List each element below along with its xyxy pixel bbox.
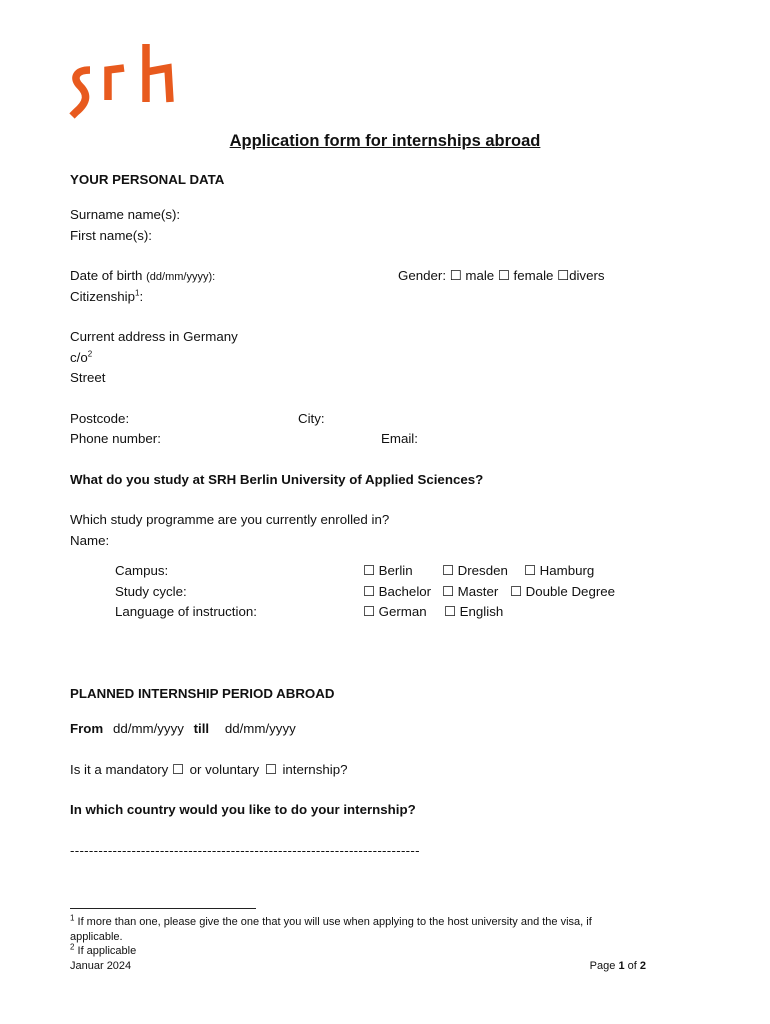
campus-hamburg-checkbox[interactable]: ☐ bbox=[524, 563, 536, 578]
language-english-option bbox=[444, 604, 503, 620]
footnote-1-text: If more than one, please give the one that you will use when applying to the host university and the visa, if bbox=[77, 916, 592, 928]
language-label: Language of instruction: bbox=[115, 604, 257, 619]
footnote-2 bbox=[70, 942, 137, 957]
campus-dresden-label: Dresden bbox=[457, 563, 508, 578]
footnote-divider bbox=[70, 908, 256, 909]
footnote-1-continued: applicable. bbox=[70, 931, 123, 943]
cycle-bachelor-option bbox=[363, 584, 431, 600]
campus-berlin-checkbox[interactable]: ☐ bbox=[363, 563, 375, 578]
citizenship-colon: : bbox=[139, 289, 144, 304]
cycle-master-option bbox=[442, 584, 498, 600]
page-title: Application form for internships abroad bbox=[229, 132, 541, 150]
language-german-label: German bbox=[378, 604, 427, 619]
mandatory-row bbox=[70, 762, 348, 778]
country-question: In which country would you like to do your internship? bbox=[70, 802, 416, 817]
gender-female-label: female bbox=[513, 268, 554, 283]
citizenship-label: Citizenship bbox=[70, 289, 136, 304]
surname-label: Surname name(s): bbox=[70, 207, 181, 222]
page-of: of bbox=[627, 960, 637, 972]
campus-dresden-checkbox[interactable]: ☐ bbox=[442, 563, 454, 578]
footnote-2-text: If applicable bbox=[77, 945, 137, 957]
internship-heading: PLANNED INTERNSHIP PERIOD ABROAD bbox=[70, 686, 335, 701]
till-label: till bbox=[193, 721, 210, 736]
cycle-double-degree-label: Double Degree bbox=[525, 584, 616, 599]
campus-hamburg-label: Hamburg bbox=[539, 563, 595, 578]
page-number bbox=[590, 960, 646, 972]
gender-row bbox=[398, 268, 605, 284]
language-german-checkbox[interactable]: ☐ bbox=[363, 604, 375, 619]
footer-date: Januar 2024 bbox=[70, 960, 132, 972]
citizenship-row bbox=[70, 289, 143, 304]
footnote-1-number: 1 bbox=[70, 913, 75, 923]
campus-berlin-label: Berlin bbox=[378, 563, 413, 578]
campus-label: Campus: bbox=[115, 563, 169, 578]
email-label: Email: bbox=[381, 431, 418, 446]
cycle-bachelor-checkbox[interactable]: ☐ bbox=[363, 584, 375, 599]
postcode-label: Postcode: bbox=[70, 411, 130, 426]
city-label: City: bbox=[298, 411, 325, 426]
phone-label: Phone number: bbox=[70, 431, 161, 446]
study-cycle-label: Study cycle: bbox=[115, 584, 187, 599]
address-label: Current address in Germany bbox=[70, 329, 238, 344]
co-label: c/o bbox=[70, 350, 88, 365]
dob-format: (dd/mm/yyyy): bbox=[146, 271, 216, 283]
till-date-field[interactable]: dd/mm/yyyy bbox=[224, 721, 296, 736]
from-date-field[interactable]: dd/mm/yyyy bbox=[112, 721, 184, 736]
dob-label: Date of birth bbox=[70, 268, 143, 283]
period-row bbox=[70, 721, 296, 736]
cycle-double-degree-checkbox[interactable]: ☐ bbox=[510, 584, 522, 599]
personal-data-heading: YOUR PERSONAL DATA bbox=[70, 172, 225, 187]
footnote-ref-1: 1 bbox=[135, 288, 140, 298]
country-answer-line[interactable]: -------------------------------------------------------------------------- bbox=[70, 843, 420, 858]
footnote-2-number: 2 bbox=[70, 942, 75, 952]
street-label: Street bbox=[70, 370, 106, 385]
gender-female-checkbox[interactable]: ☐ bbox=[497, 268, 510, 283]
srh-logo bbox=[68, 40, 178, 122]
dob-label-row bbox=[70, 268, 215, 283]
study-name-label: Name: bbox=[70, 533, 110, 548]
campus-hamburg-option bbox=[524, 563, 594, 579]
cycle-bachelor-label: Bachelor bbox=[378, 584, 432, 599]
language-english-label: English bbox=[459, 604, 504, 619]
mandatory-question: Is it a mandatory bbox=[70, 762, 169, 777]
campus-dresden-option bbox=[442, 563, 508, 579]
language-english-checkbox[interactable]: ☐ bbox=[444, 604, 456, 619]
campus-berlin-option bbox=[363, 563, 413, 579]
page-prefix: Page bbox=[589, 960, 616, 972]
study-heading: What do you study at SRH Berlin University of Applied Sciences? bbox=[70, 472, 484, 487]
co-row bbox=[70, 350, 92, 365]
gender-label: Gender: bbox=[398, 268, 447, 283]
voluntary-checkbox[interactable]: ☐ bbox=[264, 762, 277, 777]
gender-divers-label: divers bbox=[569, 268, 605, 283]
internship-word: internship? bbox=[282, 762, 348, 777]
gender-male-checkbox[interactable]: ☐ bbox=[449, 268, 462, 283]
footnote-1 bbox=[70, 913, 592, 928]
gender-divers-checkbox[interactable]: ☐ bbox=[557, 268, 570, 283]
study-question: Which study programme are you currently enrolled in? bbox=[70, 512, 390, 527]
language-german-option bbox=[363, 604, 427, 620]
footnote-ref-2: 2 bbox=[87, 349, 93, 359]
cycle-double-degree-option bbox=[510, 584, 615, 600]
firstname-label: First name(s): bbox=[70, 228, 153, 243]
from-label: From bbox=[70, 721, 104, 736]
page-total: 2 bbox=[639, 960, 646, 972]
cycle-master-checkbox[interactable]: ☐ bbox=[442, 584, 454, 599]
gender-male-label: male bbox=[465, 268, 495, 283]
cycle-master-label: Master bbox=[457, 584, 499, 599]
voluntary-label: or voluntary bbox=[189, 762, 260, 777]
page-current: 1 bbox=[618, 960, 625, 972]
mandatory-checkbox[interactable]: ☐ bbox=[172, 762, 184, 777]
